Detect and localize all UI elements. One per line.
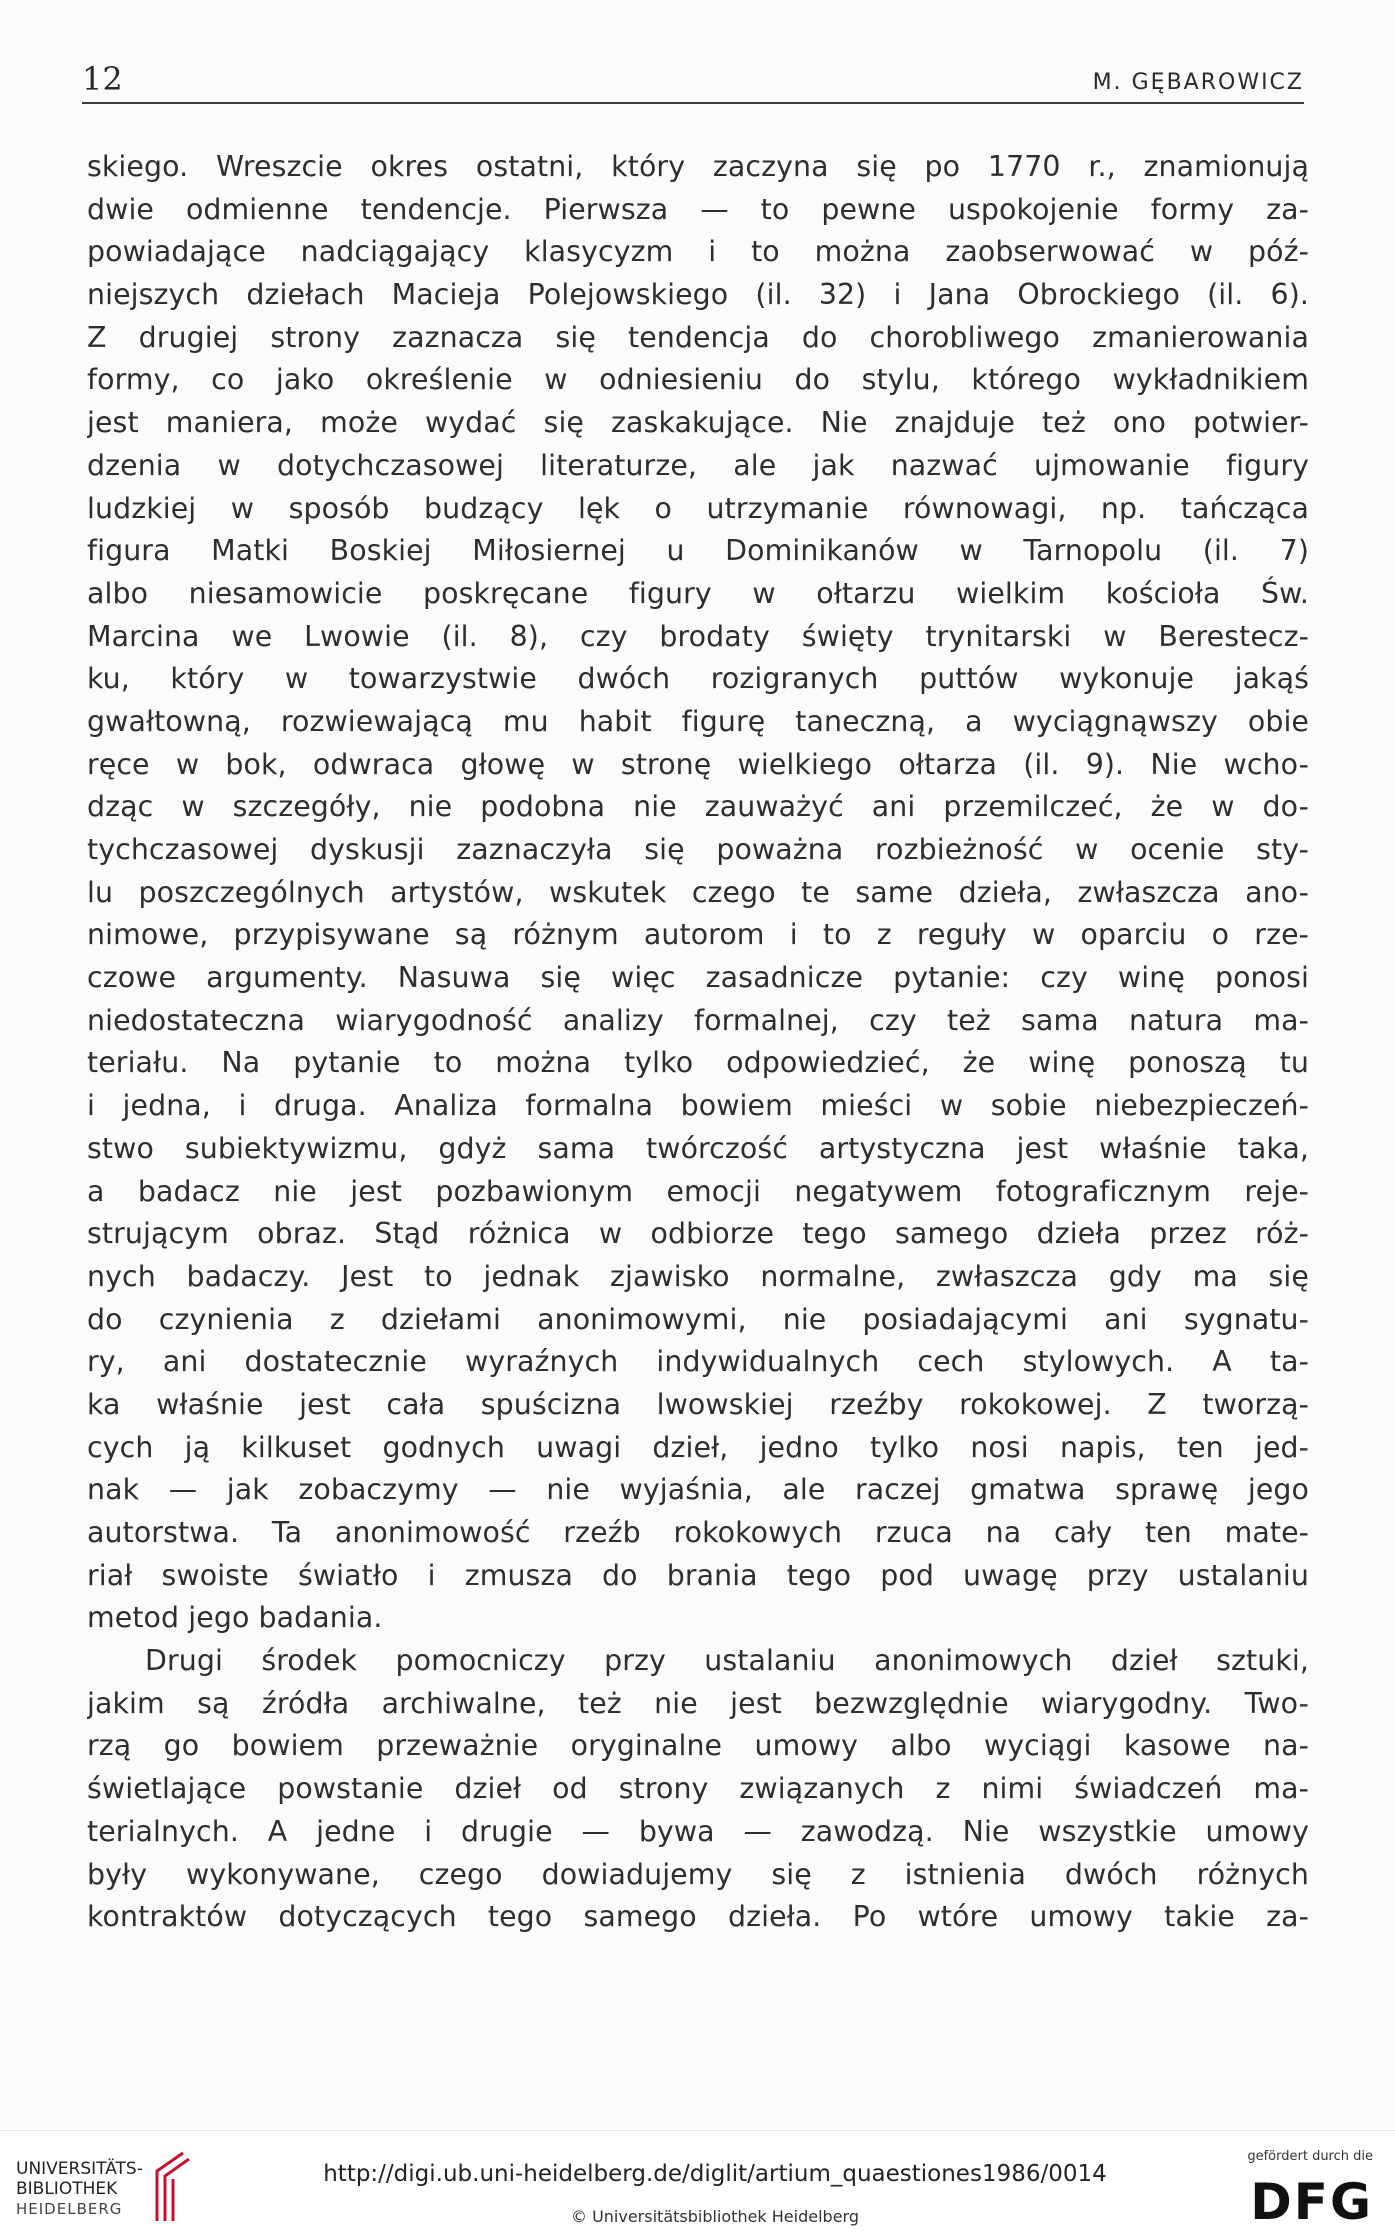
text-line: lu poszczególnych artystów, wskutek czego te same dzieła, zwłaszcza ano- [87, 875, 1309, 909]
text-line: Drugi środek pomocniczy przy ustalaniu anonimowych dzieł sztuki, [145, 1644, 1309, 1678]
text-line: ka właśnie jest cała spuścizna lwowskiej rzeźby rokokowej. Z tworzą- [87, 1387, 1309, 1421]
text-line: dwie odmienne tendencje. Pierwsza — to pewne uspokojenie formy za- [87, 192, 1309, 226]
text-line: do czynienia z dziełami anonimowymi, nie posiadającymi ani sygnatu- [87, 1302, 1309, 1336]
text-line: tychczasowej dyskusji zaznaczyła się poważna rozbieżność w ocenie sty- [87, 833, 1309, 866]
text-line: ludzkiej w sposób budzący lęk o utrzymanie równowagi, np. tańcząca [87, 491, 1309, 525]
text-line: ku, który w towarzystwie dwóch rozigranych puttów wykonuje jakąś [87, 662, 1309, 696]
text-line: dząc w szczegóły, nie podobna nie zauważyć ani przemilczeć, że w do- [87, 790, 1309, 824]
page-number: 12 [82, 60, 123, 98]
running-head-author: M. GĘBAROWICZ [1092, 70, 1304, 95]
text-line: rzą go bowiem przeważnie oryginalne umowy albo wyciągi kasowe na- [87, 1729, 1309, 1763]
text-line: gwałtowną, rozwiewającą mu habit figurę taneczną, a wyciągnąwszy obie [87, 704, 1309, 738]
text-line: ręce w bok, odwraca głowę w stronę wielkiego ołtarza (il. 9). Nie wcho- [87, 747, 1309, 781]
library-name [16, 2159, 143, 2219]
text-line: teriału. Na pytanie to można tylko odpowiedzieć, że winę ponoszą tu [87, 1046, 1309, 1080]
text-line: ry, ani dostatecznie wyraźnych indywidualnych cech stylowych. A ta- [87, 1345, 1309, 1379]
text-line: strującym obraz. Stąd różnica w odbiorze tego samego dzieła przez róż- [87, 1217, 1309, 1251]
text-line: były wykonywane, czego dowiadujemy się z istnienia dwóch różnych [87, 1857, 1309, 1891]
library-name-line2: BIBLIOTHEK [16, 2179, 118, 2199]
text-line: świetlające powstanie dzieł od strony związanych z nimi świadczeń ma- [87, 1772, 1309, 1806]
library-name-line3: HEIDELBERG [16, 2200, 123, 2218]
text-line: autorstwa. Ta anonimowość rzeźb rokokowych rzuca na cały ten mate- [87, 1516, 1309, 1549]
copyright-notice: © Universitätsbibliothek Heidelberg [570, 2207, 859, 2226]
text-line: stwo subiektywizmu, gdyż sama twórczość artystyczna jest właśnie taka, [87, 1131, 1309, 1165]
text-line: terialnych. A jedne i drugie — bywa — zawodzą. Nie wszystkie umowy [87, 1814, 1309, 1848]
dfg-logo: DFG [1250, 2173, 1373, 2231]
text-line: i jedna, i druga. Analiza formalna bowiem mieści w sobie niebezpieczeń- [87, 1089, 1309, 1123]
text-line: albo niesamowicie poskręcane figury w ołtarzu wielkim kościoła Św. [87, 576, 1309, 610]
digitization-footer [0, 2130, 1395, 2239]
text-line: czowe argumenty. Nasuwa się więc zasadnicze pytanie: czy winę ponosi [87, 961, 1309, 995]
page-header [82, 58, 1304, 104]
text-line: Z drugiej strony zaznacza się tendencja do chorobliwego zmanierowania [87, 320, 1309, 354]
text-line: formy, co jako określenie w odniesieniu do stylu, którego wykładnikiem [87, 363, 1309, 397]
body-text [87, 146, 1309, 1939]
text-line: nak — jak zobaczymy — nie wyjaśnia, ale raczej gmatwa sprawę jego [87, 1473, 1309, 1507]
text-line: Marcina we Lwowie (il. 8), czy brodaty święty trynitarski w Berestecz- [87, 619, 1309, 653]
text-line: cych ją kilkuset godnych uwagi dzieł, jedno tylko nosi napis, ten jed- [87, 1430, 1309, 1464]
text-line: jest maniera, może wydać się zaskakujące. Nie znajduje też ono potwier- [87, 406, 1309, 440]
funded-by-label: gefördert durch die [1247, 2149, 1373, 2164]
text-line: a badacz nie jest pozbawionym emocji negatywem fotograficznym reje- [87, 1174, 1309, 1208]
library-logo-icon [143, 2149, 193, 2225]
text-line: skiego. Wreszcie okres ostatni, który zaczyna się po 1770 r., znamionują [87, 150, 1309, 183]
text-line: niejszych dziełach Macieja Polejowskiego (il. 32) i Jana Obrockiego (il. 6). [87, 278, 1309, 312]
text-line: riał swoiste światło i zmusza do brania tego pod uwagę przy ustalaniu [87, 1558, 1309, 1592]
source-url-link[interactable]: http://digi.ub.uni-heidelberg.de/diglit/artium_quaestiones1986/0014 [323, 2161, 1107, 2187]
text-line: jakim są źródła archiwalne, też nie jest bezwzględnie wiarygodny. Two- [87, 1686, 1309, 1720]
text-line: figura Matki Boskiej Miłosiernej u Dominikanów w Tarnopolu (il. 7) [87, 534, 1309, 568]
text-line: metod jego badania. [87, 1601, 383, 1635]
text-line: niedostateczna wiarygodność analizy formalnej, czy też sama natura ma- [87, 1003, 1309, 1037]
text-line: dzenia w dotychczasowej literaturze, ale jak nazwać ujmowanie figury [87, 448, 1309, 482]
text-line: nych badaczy. Jest to jednak zjawisko normalne, zwłaszcza gdy ma się [87, 1259, 1309, 1293]
text-line: powiadające nadciągający klasycyzm i to można zaobserwować w póź- [87, 235, 1309, 269]
library-name-line1: UNIVERSITÄTS- [16, 2159, 143, 2179]
text-line: nimowe, przypisywane są różnym autorom i to z reguły w oparciu o rze- [87, 918, 1309, 952]
text-line: kontraktów dotyczących tego samego dzieła. Po wtóre umowy takie za- [87, 1900, 1309, 1934]
